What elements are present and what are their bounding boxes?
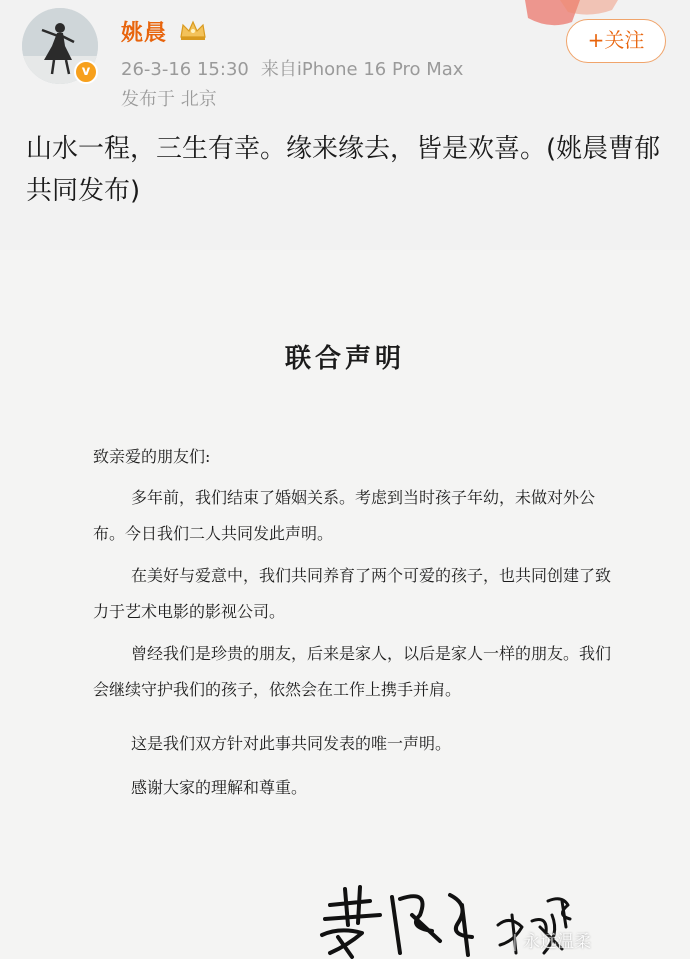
post-location: 发布于 北京 [121, 89, 217, 110]
statement-paragraph: 曾经我们是珍贵的朋友，后来是家人，以后是家人一样的朋友。我们会继续守护我们的孩子，依然会在工作上携手并肩。 [93, 644, 612, 699]
statement-paragraph: 这是我们双方针对此事共同发表的唯一声明。 [131, 734, 452, 753]
statement-image[interactable] [0, 250, 690, 959]
follow-button[interactable]: +关注 [566, 19, 666, 63]
post-time: 26-3-16 15:30 [121, 59, 249, 80]
watermark-text: 永远温柔 [523, 932, 592, 952]
statement-title: 联合声明 [284, 344, 405, 374]
post-header [0, 0, 690, 120]
post-text: 山水一程，三生有幸。缘来缘去，皆是欢喜。(姚晨曹郁共同发布) [26, 134, 661, 206]
post-source[interactable]: 来自iPhone 16 Pro Max [260, 59, 464, 80]
statement-salutation: 致亲爱的朋友们: [93, 447, 211, 466]
statement-paragraph: 感谢大家的理解和尊重。 [131, 778, 308, 797]
watermark-separator: | [512, 932, 524, 952]
username[interactable]: 姚晨 [121, 21, 168, 46]
watermark [512, 927, 591, 952]
verified-badge-icon: v [74, 60, 98, 84]
statement-paragraph: 在美好与爱意中，我们共同养育了两个可爱的孩子，也共同创建了致力于艺术电影的影视公司。 [93, 566, 612, 621]
crown-icon [178, 18, 208, 42]
statement-paragraph: 多年前，我们结束了婚姻关系。考虑到当时孩子年幼，未做对外公布。今日我们二人共同发此声明。 [93, 488, 596, 543]
post-meta [121, 55, 475, 81]
